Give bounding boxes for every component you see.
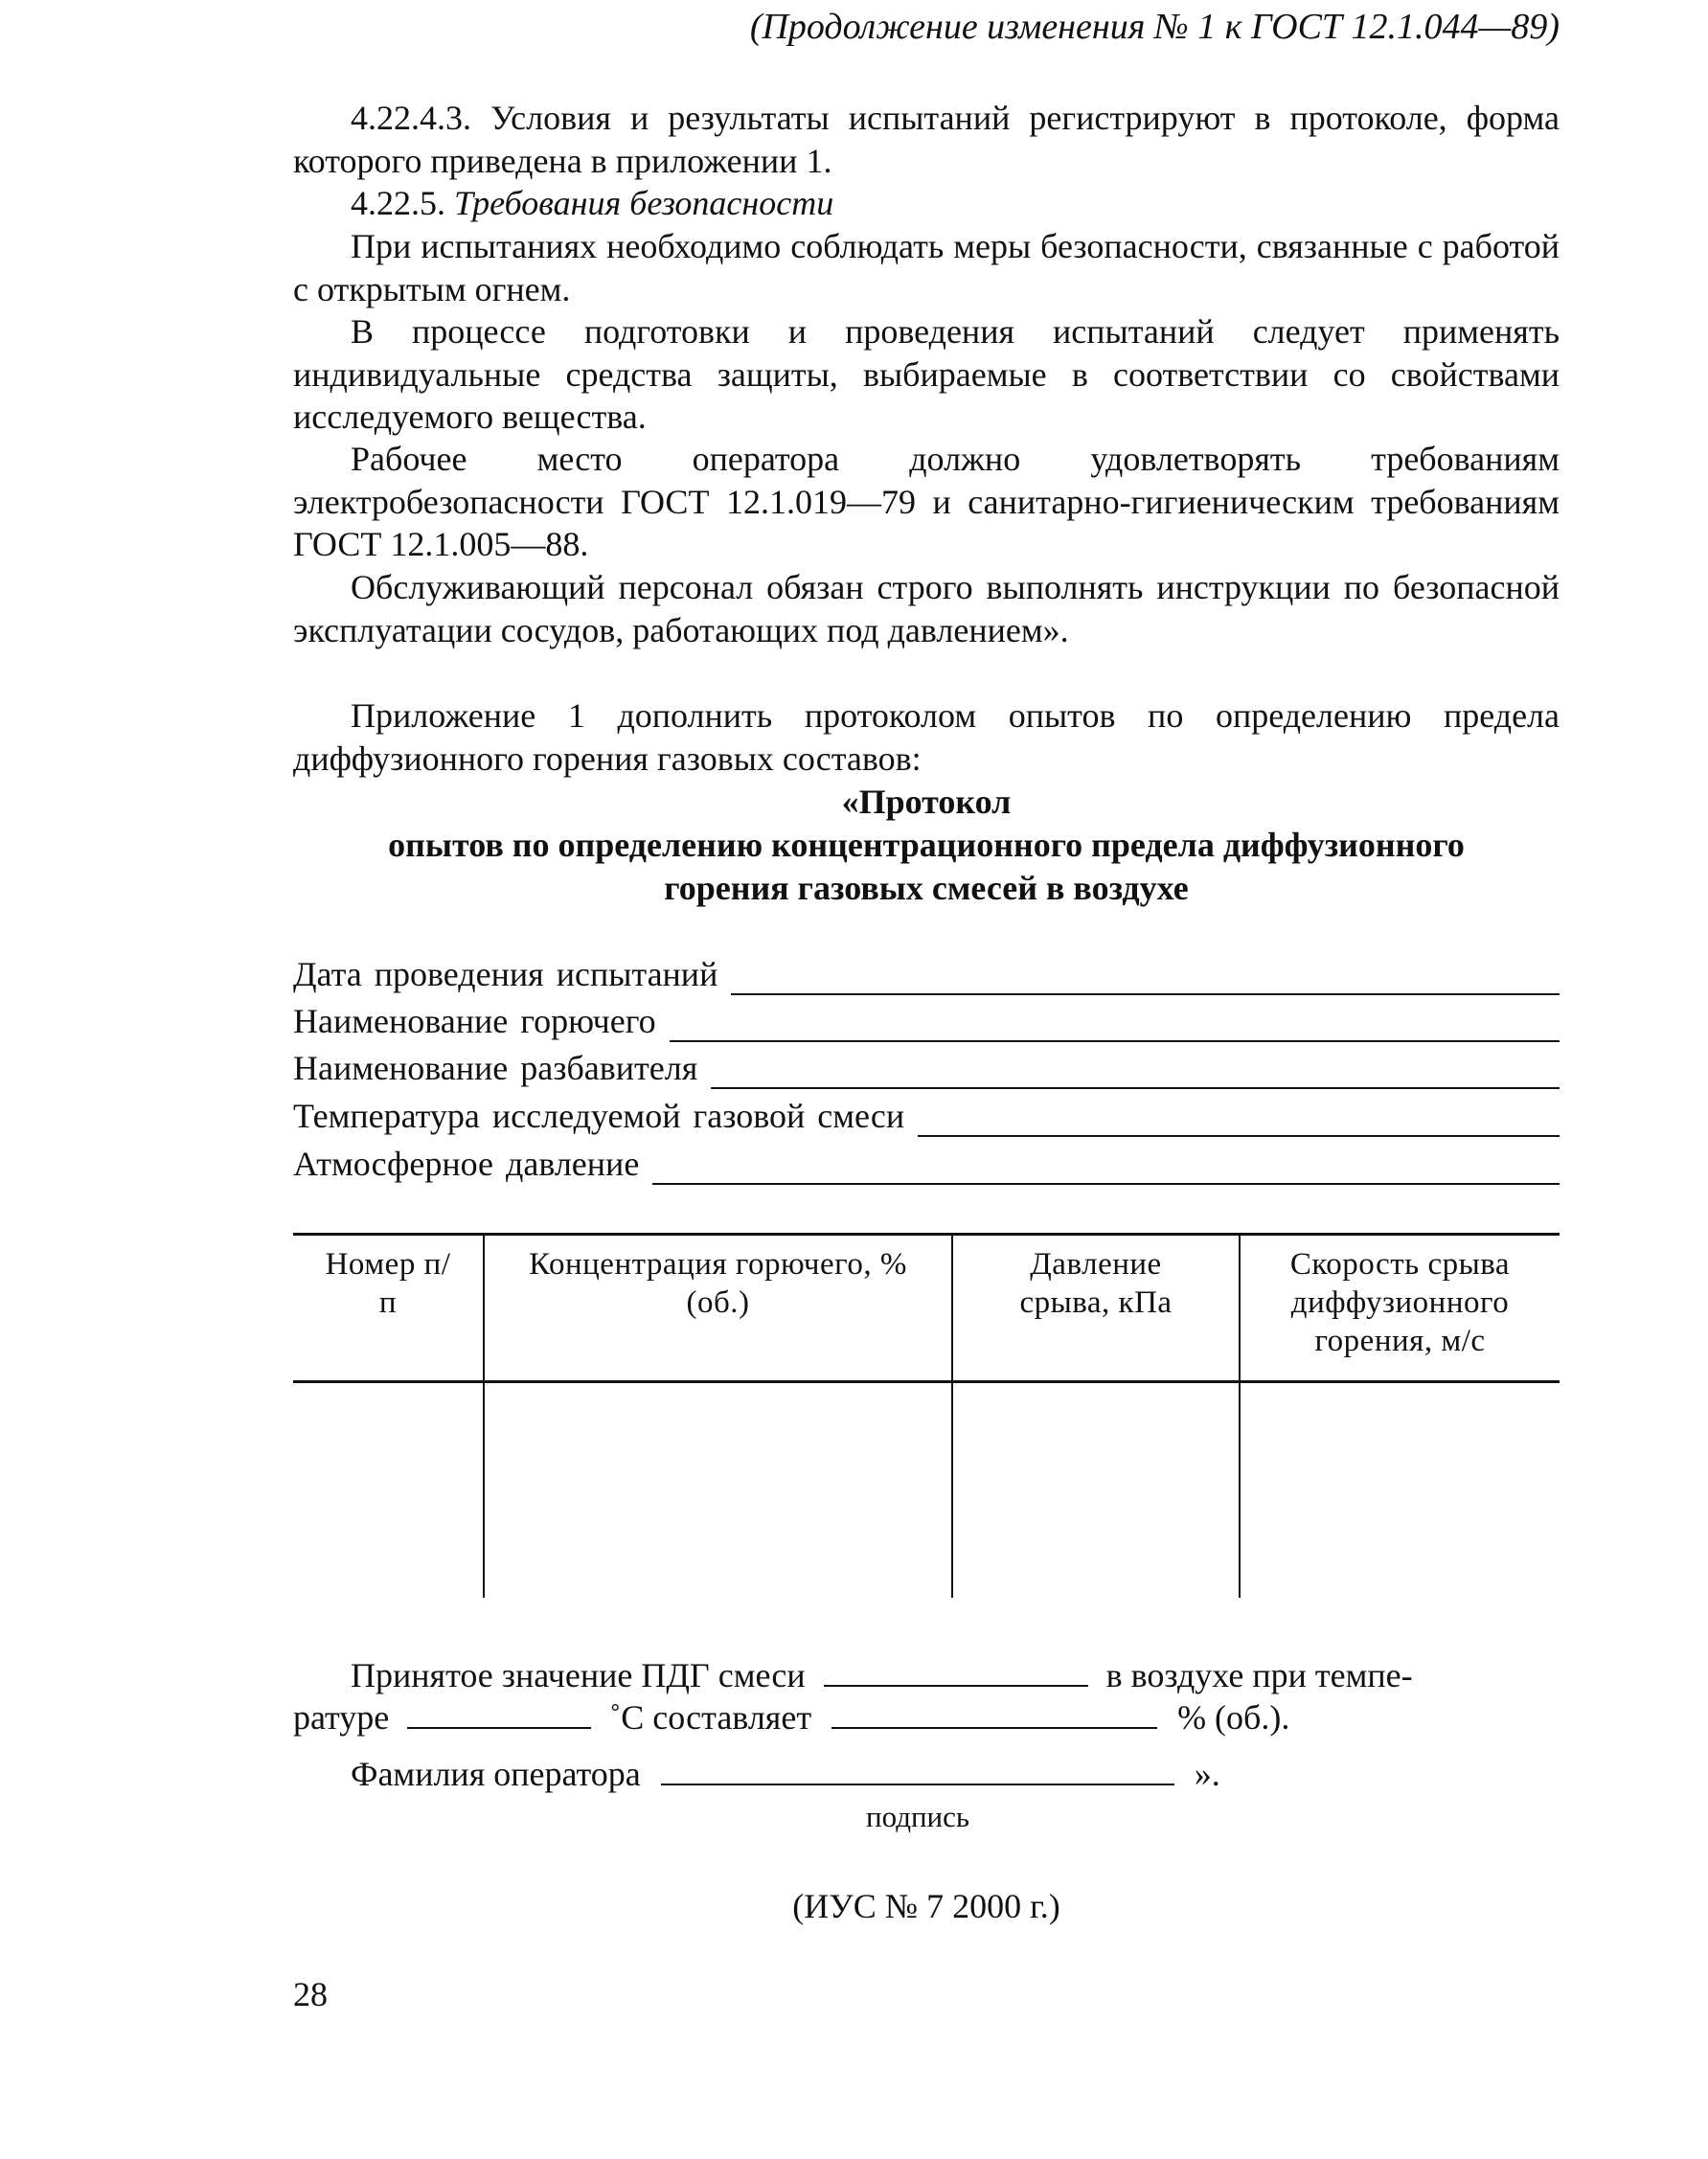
paragraph-operator-workplace — [293, 438, 1560, 566]
table-row — [293, 1382, 1560, 1599]
result-line-2 — [293, 1696, 1560, 1739]
table-cell[interactable] — [484, 1382, 952, 1599]
result-text: % (об.). — [1177, 1698, 1290, 1737]
column-header-pressure — [952, 1235, 1240, 1382]
field-test-date — [293, 953, 1560, 995]
paragraph-text: В процессе подготовки и проведения испытаний следует применять индивидуальные средства защиты, выбираемые в соответствии со свойствами исследуемого вещества. — [293, 312, 1560, 436]
paragraph-text: Обслуживающий персонал обязан строго выполнять инструкции по безопасной эксплуатации сосудов, работающих под давлением». — [293, 568, 1560, 649]
operator-line — [293, 1753, 1560, 1795]
table-cell[interactable] — [952, 1382, 1240, 1599]
closing-quote: ». — [1194, 1755, 1220, 1793]
field-blank-line[interactable] — [918, 1102, 1560, 1137]
operator-label: Фамилия оператора — [351, 1755, 641, 1793]
paragraph-safety-fire — [293, 225, 1560, 310]
header-text: Скорость срыва диффузионного горения, м/с — [1289, 1247, 1511, 1358]
operator-signature-blank[interactable] — [661, 1755, 1174, 1785]
concentration-blank[interactable] — [831, 1698, 1157, 1729]
result-text: в воздухе при темпе- — [1105, 1656, 1413, 1694]
field-blank-line[interactable] — [711, 1055, 1560, 1089]
column-header-velocity — [1240, 1235, 1560, 1382]
field-mixture-temperature — [293, 1095, 1560, 1137]
paragraph-appendix — [293, 694, 1560, 780]
result-text: ˚С составляет — [609, 1698, 812, 1737]
protocol-table — [293, 1233, 1560, 1598]
continuation-header: (Продолжение изменения № 1 к ГОСТ 12.1.044—89) — [749, 7, 1560, 47]
paragraph-4-22-4-3 — [293, 97, 1560, 182]
pdg-value-blank[interactable] — [824, 1656, 1088, 1687]
column-header-number — [293, 1235, 484, 1382]
field-label: Дата проведения испытаний — [293, 955, 718, 993]
ius-reference: (ИУС № 7 2000 г.) — [792, 1887, 1060, 1925]
field-label: Наименование горючего — [293, 1002, 656, 1040]
section-heading-4-22-5 — [293, 182, 1560, 225]
field-fuel-name — [293, 1000, 1560, 1042]
field-diluent-name — [293, 1047, 1560, 1089]
field-blank-line[interactable] — [652, 1150, 1560, 1185]
header-text: Давление срыва, кПа — [1019, 1247, 1173, 1320]
header-text: Концентрация горючего, % (об.) — [529, 1247, 907, 1320]
field-blank-line[interactable] — [670, 1008, 1560, 1042]
field-atmospheric-pressure — [293, 1143, 1560, 1185]
result-text: ратуре — [293, 1698, 390, 1737]
document-page — [293, 0, 1560, 2159]
table-cell[interactable] — [1240, 1382, 1560, 1599]
protocol-title-line-1: «Протокол — [841, 783, 1012, 821]
field-blank-line[interactable] — [731, 961, 1560, 995]
result-line-1 — [293, 1654, 1560, 1696]
temperature-blank[interactable] — [407, 1698, 591, 1729]
page-number: 28 — [293, 1975, 328, 2013]
signature-caption: подпись — [866, 1800, 970, 1833]
section-number: 4.22.5. — [351, 184, 454, 222]
table-cell[interactable] — [293, 1382, 484, 1599]
protocol-title-line-2: опытов по определению концентрационного предела диффузионного — [388, 826, 1465, 864]
paragraph-text: 4.22.4.3. Условия и результаты испытаний регистрируют в протоколе, форма которого приведена в приложении 1. — [293, 99, 1560, 180]
result-text: Принятое значение ПДГ смеси — [351, 1656, 806, 1694]
column-header-concentration — [484, 1235, 952, 1382]
protocol-title-line-3: горения газовых смесей в воздухе — [664, 869, 1189, 907]
paragraph-staff-instructions — [293, 566, 1560, 651]
table-header-row — [293, 1235, 1560, 1382]
paragraph-text: Приложение 1 дополнить протоколом опытов по определению предела диффузионного горения газовых составов: — [293, 696, 1560, 778]
paragraph-text: Рабочее место оператора должно удовлетворять требованиям электробезопасности ГОСТ 12.1.019—79 и санитарно-гигиеническим требованиям ГОСТ 12.1.005—88. — [293, 440, 1560, 563]
header-text: Номер п/п — [325, 1247, 451, 1320]
field-label: Атмосферное давление — [293, 1145, 640, 1183]
field-label: Температура исследуемой газовой смеси — [293, 1097, 905, 1135]
paragraph-text: При испытаниях необходимо соблюдать меры безопасности, связанные с работой с открытым огнем. — [293, 227, 1560, 308]
field-label: Наименование разбавителя — [293, 1049, 698, 1087]
paragraph-protective-equipment — [293, 310, 1560, 439]
section-title: Требования безопасности — [454, 184, 834, 222]
